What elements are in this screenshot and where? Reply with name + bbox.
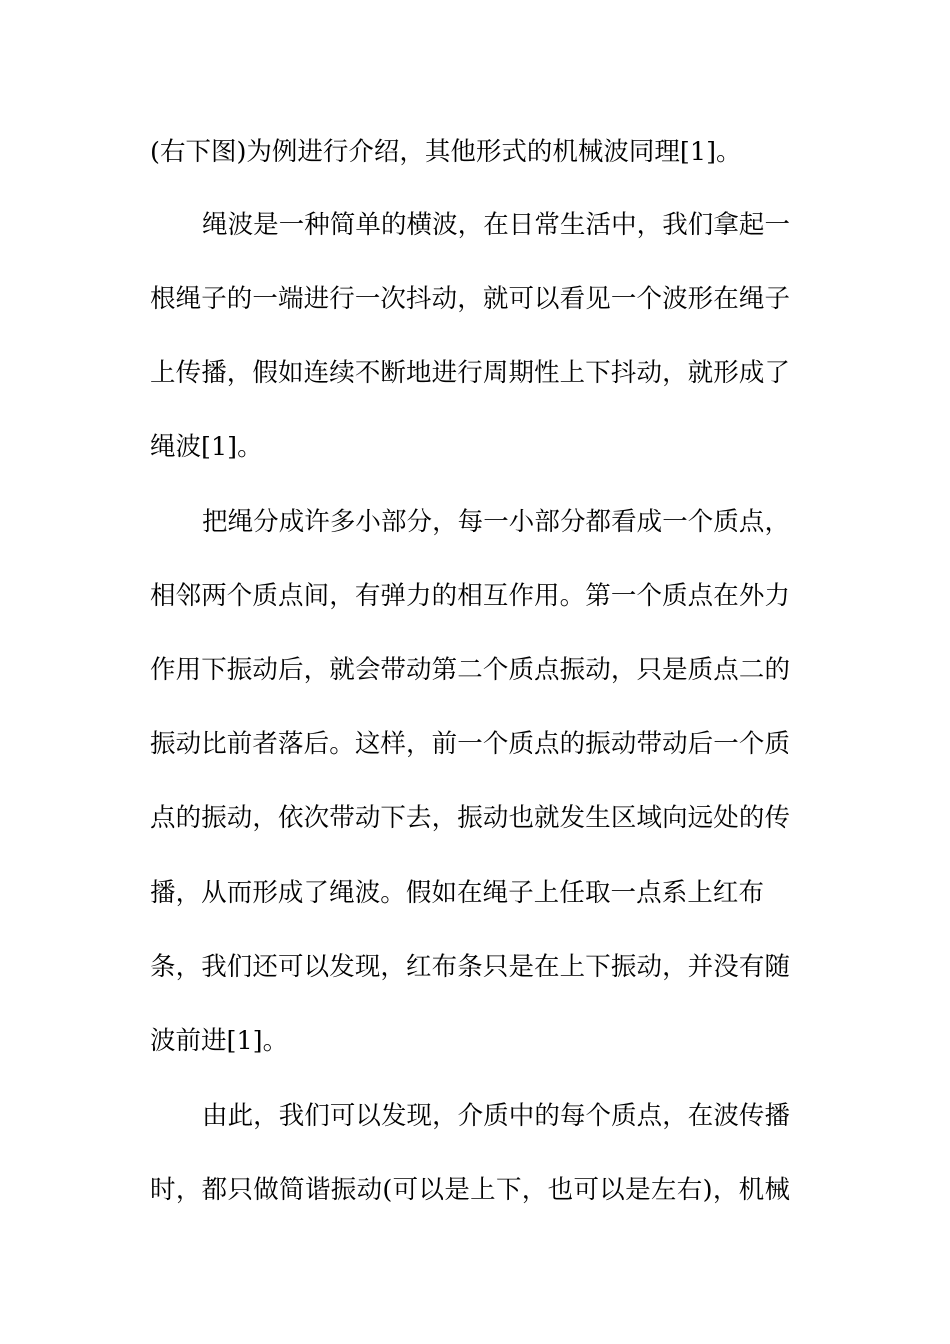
text-line-5: 绳波[1]。 <box>150 432 263 462</box>
text-line-6: 把绳分成许多小部分，每一小部分都看成一个质点， <box>202 507 790 537</box>
text-line-1: (右下图)为例进行介绍，其他形式的机械波同理[1]。 <box>150 137 742 167</box>
text-line-11: 播，从而形成了绳波。假如在绳子上任取一点系上红布 <box>150 878 764 908</box>
text-line-2: 绳波是一种简单的横波，在日常生活中，我们拿起一 <box>202 210 790 240</box>
text-line-10: 点的振动，依次带动下去，振动也就发生区域向远处的传 <box>150 803 790 833</box>
text-line-3: 根绳子的一端进行一次抖动，就可以看见一个波形在绳子 <box>150 284 790 314</box>
text-line-12: 条，我们还可以发现，红布条只是在上下振动，并没有随 <box>150 952 790 982</box>
text-line-9: 振动比前者落后。这样，前一个质点的振动带动后一个质 <box>150 729 790 759</box>
text-line-4: 上传播，假如连续不断地进行周期性上下抖动，就形成了 <box>150 358 790 388</box>
text-line-7: 相邻两个质点间，有弹力的相互作用。第一个质点在外力 <box>150 581 790 611</box>
text-line-8: 作用下振动后，就会带动第二个质点振动，只是质点二的 <box>150 655 790 685</box>
text-line-14: 由此，我们可以发现，介质中的每个质点，在波传播 <box>202 1101 790 1131</box>
text-line-15: 时，都只做简谐振动(可以是上下，也可以是左右)，机械 <box>150 1175 790 1205</box>
text-line-13: 波前进[1]。 <box>150 1026 289 1056</box>
